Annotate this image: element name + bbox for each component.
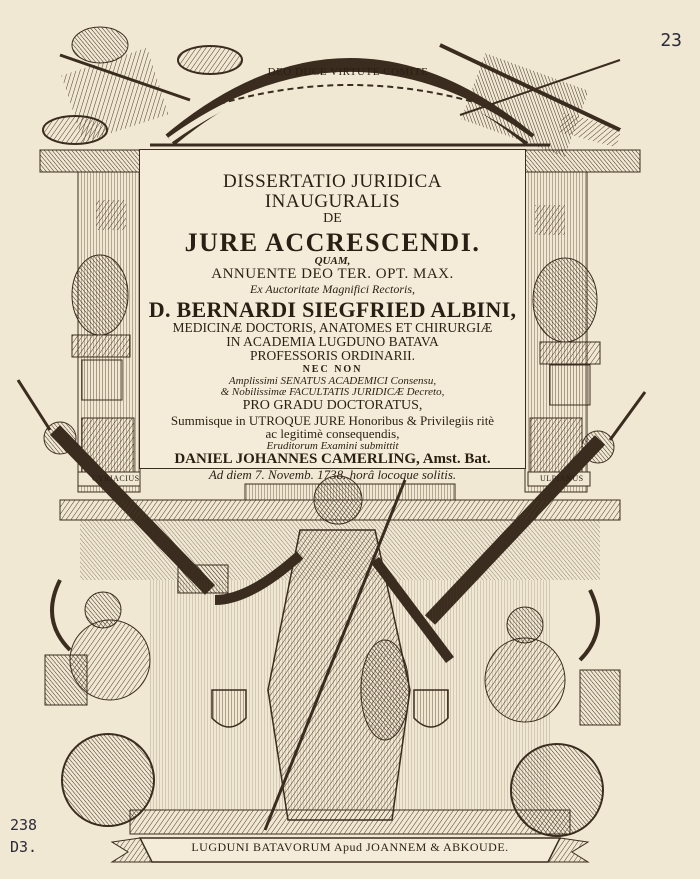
top-left-trophy — [43, 27, 242, 144]
folio-number: 23 — [660, 30, 682, 51]
title-line: D. BERNARDI SIEGFRIED ALBINI, — [148, 296, 517, 322]
title-line: DISSERTATIO JURIDICA — [223, 171, 442, 192]
title-line: INAUGURALIS — [264, 190, 401, 212]
title-line: QUAM, — [314, 254, 351, 267]
left-cherub — [45, 580, 150, 705]
title-line: Amplissimi SENATUS ACADEMICI Consensu, — [228, 374, 437, 387]
title-line: Summisque in UTROQUE JURE Honoribus & Privilegiis ritè — [170, 412, 495, 428]
plinth-label-left: CYRIACIUS — [92, 474, 140, 483]
shelfmark-line: D3. — [10, 838, 38, 856]
imprint-line: LUGDUNI BATAVORUM Apud JOANNEM & ABKOUDE. — [191, 840, 509, 854]
title-line: JURE ACCRESCENDI. — [184, 227, 481, 257]
title-line: ANNUENTE DEO TER. OPT. MAX. — [211, 266, 454, 283]
title-line: Ex Auctoritate Magnifici Rectoris, — [249, 282, 416, 297]
plinth-label-right: ULPIANUS — [540, 474, 584, 483]
title-line: NEC NON — [302, 364, 363, 376]
shelfmark-line: 238 — [10, 816, 38, 834]
title-panel — [140, 150, 525, 483]
title-line: & Nobilissimæ FACULTATIS JURIDICÆ Decreto, — [220, 386, 445, 399]
title-line: IN ACADEMIA LUGDUNO BATAVA — [226, 334, 439, 350]
shelfmark — [10, 814, 37, 858]
title-line: PRO GRADU DOCTORATUS, — [242, 397, 423, 413]
title-line: MEDICINÆ DOCTORIS, ANATOMES ET CHIRURGIÆ — [172, 319, 493, 335]
title-line: PROFESSORIS ORDINARII. — [249, 348, 416, 364]
title-line: Eruditorum Examini submittit — [266, 439, 399, 452]
title-line: ac legitimè consequendis, — [265, 426, 400, 442]
motto: DEO DUCE VIRTUTE COMITE — [267, 66, 429, 78]
title-line: DANIEL JOHANNES CAMERLING, Amst. Bat. — [174, 451, 491, 468]
title-line: DE — [323, 210, 342, 226]
title-line: Ad diem 7. Novemb. 1738. horâ locoque solitis. — [208, 467, 457, 483]
right-pilaster — [520, 150, 640, 492]
